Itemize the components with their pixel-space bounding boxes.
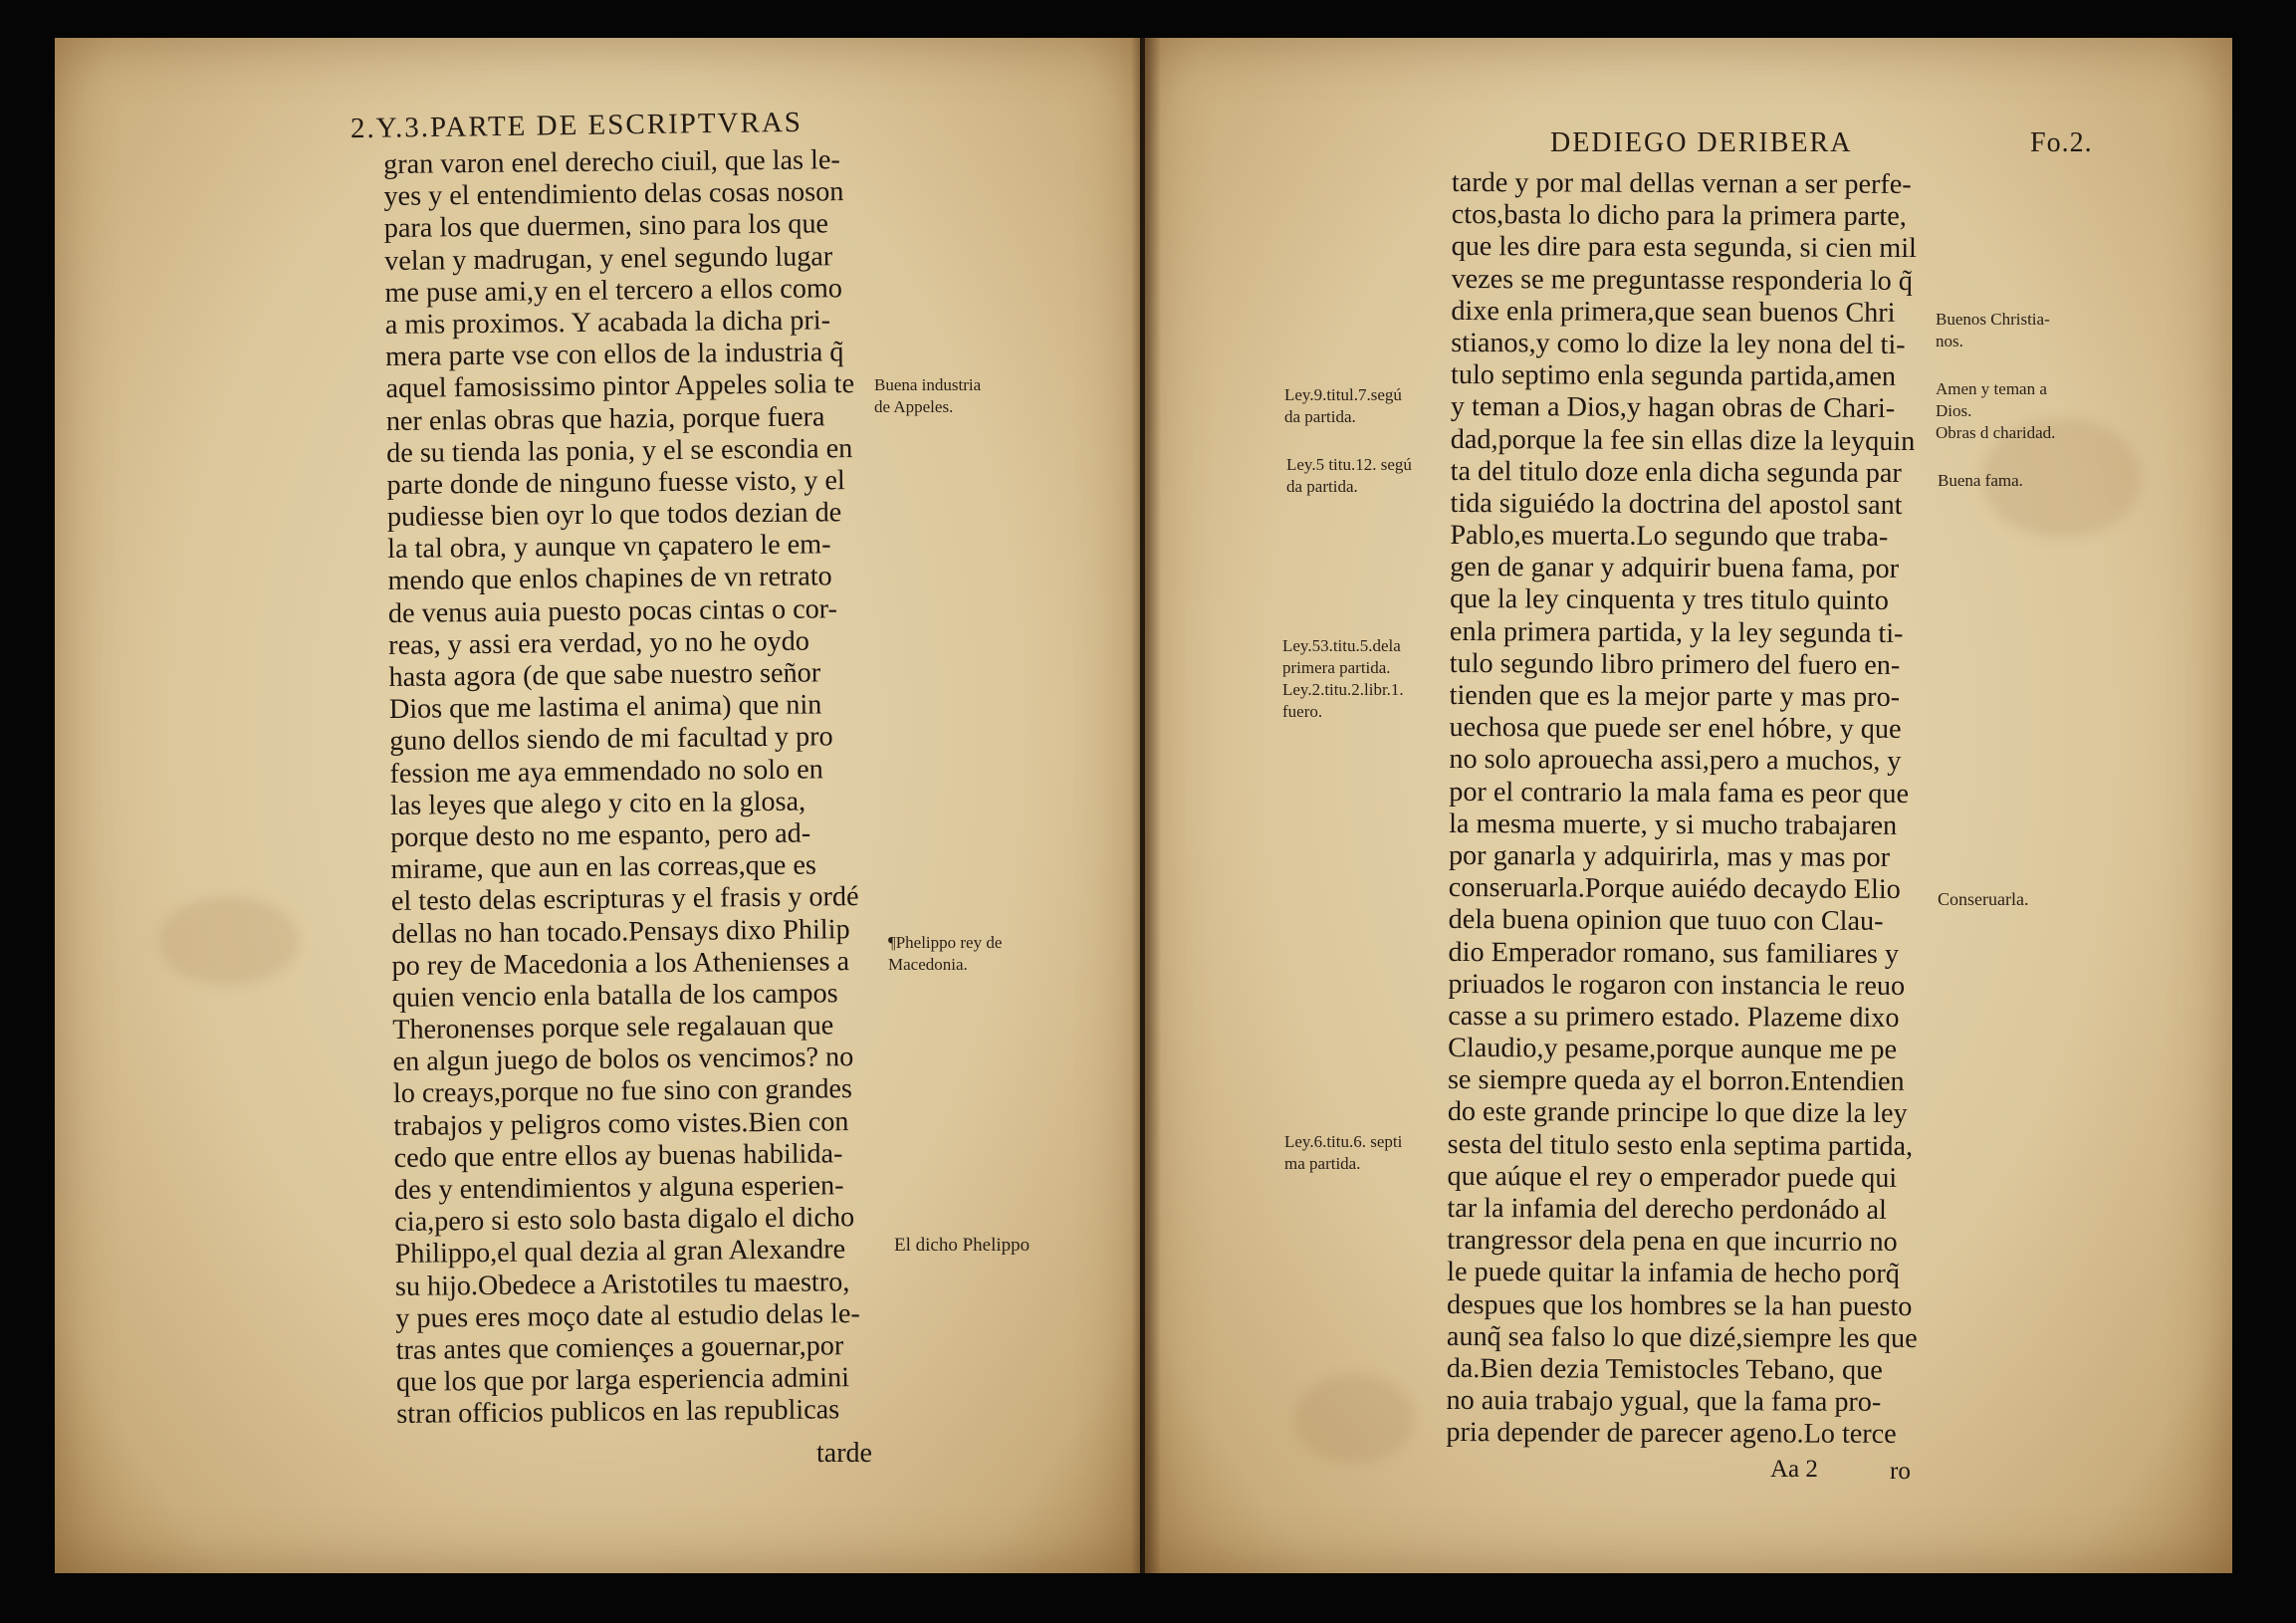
text-line: ta del titulo doze enla dicha segunda par xyxy=(1450,455,1902,489)
text-line: porque desto no me espanto, pero ad- xyxy=(390,817,811,853)
left-text-column xyxy=(383,144,865,1431)
text-line: no solo aprouecha assi,pero a muchos, y xyxy=(1449,744,1902,778)
text-line: dellas no han tocado.Pensays dixo Philip xyxy=(391,913,850,950)
text-line: pria depender de parecer ageno.Lo terce xyxy=(1446,1417,1897,1451)
text-line: aunq̃ sea falso lo que dizé,siempre les que xyxy=(1446,1320,1918,1354)
text-line: tienden que es la mejor parte y mas pro- xyxy=(1449,679,1901,713)
text-line: pudiesse bien oyr lo que todos dezian de xyxy=(386,497,842,534)
text-line: por el contrario la mala fama es peor que xyxy=(1449,776,1910,810)
text-line: po rey de Macedonia a los Athenienses a xyxy=(391,945,850,982)
text-line: dad,porque la fee sin ellas dize la leyquin xyxy=(1450,423,1916,457)
text-line: da partida. xyxy=(1284,407,1356,426)
text-line: y teman a Dios,y hagan obras de Chari- xyxy=(1450,391,1896,425)
text-line: Buena industria xyxy=(874,375,982,394)
text-line: Conseruarla. xyxy=(1938,889,2029,909)
text-line: en algun juego de bolos os vencimos? no xyxy=(392,1042,854,1078)
text-line: Dios que me lastima el anima) que nin xyxy=(388,689,822,726)
text-line: primera partida. xyxy=(1282,658,1391,677)
outer-marginal-note xyxy=(1938,470,2023,492)
text-line: stianos,y como lo dize la ley nona del ti- xyxy=(1451,327,1906,360)
legal-citation-note xyxy=(1286,454,1412,498)
text-line: da partida. xyxy=(1286,477,1358,496)
legal-citation-note xyxy=(1284,384,1402,428)
text-line: tulo septimo enla segunda partida,amen xyxy=(1451,359,1897,393)
text-line: vezes se me preguntasse responderia lo q̃ xyxy=(1451,263,1913,297)
text-line: lo creays,porque no fue sino con grandes xyxy=(392,1073,853,1110)
text-line: no auia trabajo ygual, que la fama pro- xyxy=(1446,1385,1882,1419)
text-line: por ganarla y adquirirla, mas y mas por xyxy=(1448,839,1891,873)
text-line: tida siguiédo la doctrina del apostol sant xyxy=(1450,487,1903,521)
text-line: parte donde de ninguno fuesse visto, y el xyxy=(386,465,845,501)
text-line: Theronenses porque sele regalauan que xyxy=(392,1010,834,1046)
text-line: Obras d charidad. xyxy=(1936,423,2056,442)
text-line: mirame, que aun en las correas,que es xyxy=(390,849,817,886)
text-line: Ley.5 titu.12. segú xyxy=(1286,455,1412,474)
text-line: cedo que entre ellos ay buenas habilida- xyxy=(393,1138,843,1174)
text-line: fuero. xyxy=(1282,702,1323,721)
text-line: que la ley cinquenta y tres titulo quinto xyxy=(1450,583,1889,617)
right-running-head: DEDIEGO DERIBERA xyxy=(1550,127,1853,158)
text-line: el testo delas escripturas y el frasis y ordé xyxy=(390,881,859,918)
text-line: da.Bien dezia Temistocles Tebano, que xyxy=(1446,1352,1883,1386)
left-running-head: 2.Y.3.PARTE DE ESCRIPTVRAS xyxy=(349,106,804,145)
text-line: do este grande principe lo que dize la ley xyxy=(1447,1096,1908,1130)
paper-stain xyxy=(159,896,299,986)
text-line: Buena fama. xyxy=(1938,471,2023,490)
text-line: Pablo,es muerta.Lo segundo que traba- xyxy=(1450,520,1889,553)
text-line: nos. xyxy=(1936,332,1963,350)
text-line: se siempre queda ay el borron.Entendien xyxy=(1447,1064,1905,1098)
text-line: Macedonia. xyxy=(888,955,968,974)
text-line: ctos,basta lo dicho para la primera parte, xyxy=(1451,199,1907,233)
text-line: gen de ganar y adquirir buena fama, por xyxy=(1450,552,1900,585)
text-line: guno dellos siendo de mi facultad y pro xyxy=(389,721,833,758)
text-line: uechosa que puede ser enel hóbre, y que xyxy=(1449,712,1902,746)
text-line: me puse ami,y en el tercero a ellos como xyxy=(384,272,843,309)
book-gutter xyxy=(1131,38,1161,1573)
text-line: dixe enla primera,que sean buenos Chri xyxy=(1451,295,1896,329)
text-line: Amen y teman a xyxy=(1936,379,2047,398)
text-line: tar la infamia del derecho perdonádo al xyxy=(1447,1192,1887,1226)
paper-stain xyxy=(1294,1374,1414,1464)
legal-citation-note xyxy=(1282,635,1404,723)
text-line: de su tienda las ponia, y el se escondia en xyxy=(386,432,853,469)
text-line: quien vencio enla batalla de los campos xyxy=(391,978,838,1014)
text-line: Philippo,el qual dezia al gran Alexandre xyxy=(394,1234,846,1271)
legal-citation-note xyxy=(1284,1131,1402,1175)
text-line: despues que los hombres se la han puesto xyxy=(1446,1288,1913,1322)
text-line: ma partida. xyxy=(1284,1154,1361,1173)
text-line: su hijo.Obedece a Aristotiles tu maestro, xyxy=(394,1266,850,1302)
text-line: yes y el entendimiento delas cosas noson xyxy=(383,176,844,213)
signature-mark: Aa 2 xyxy=(1770,1456,1818,1483)
text-line: trabajos y peligros como vistes.Bien con xyxy=(393,1105,849,1142)
text-line: tarde y por mal dellas vernan a ser perfe- xyxy=(1451,167,1912,201)
text-line: aquel famosissimo pintor Appeles solia te xyxy=(385,368,855,405)
text-line: la tal obra, y aunque vn çapatero le em- xyxy=(387,529,831,566)
text-line: y pues eres moço date al estudio delas le- xyxy=(395,1297,860,1334)
text-line: Dios. xyxy=(1936,401,1972,420)
right-text-column xyxy=(1446,167,1922,1452)
text-line: ner enlas obras que hazia, porque fuera xyxy=(385,400,825,437)
text-line: que les dire para esta segunda, si cien mil xyxy=(1451,231,1918,265)
text-line: de venus auia puesto pocas cintas o cor- xyxy=(387,592,838,629)
text-line: ¶Phelippo rey de xyxy=(888,933,1003,952)
text-line: reas, y assi era verdad, yo no he oydo xyxy=(388,625,810,661)
text-line: hasta agora (de que sabe nuestro señor xyxy=(388,657,821,693)
text-line: Ley.53.titu.5.dela xyxy=(1282,636,1401,655)
text-line: dela buena opinion que tuuo con Clau- xyxy=(1448,904,1884,938)
marginal-note xyxy=(874,374,981,418)
text-line: El dicho Phelippo xyxy=(894,1235,1031,1256)
text-line: trangressor dela pena en que incurrio no xyxy=(1447,1225,1898,1259)
text-line: Ley.6.titu.6. septi xyxy=(1284,1132,1403,1151)
text-line: gran varon enel derecho ciuil, que las le- xyxy=(383,144,840,180)
text-line: casse a su primero estado. Plazeme dixo xyxy=(1448,1000,1900,1034)
text-line: Buenos Christia- xyxy=(1936,310,2050,329)
text-line: des y entendimientos y alguna esperien- xyxy=(393,1170,844,1206)
text-line: a mis proximos. Y acabada la dicha pri- xyxy=(384,305,831,341)
text-line: sesta del titulo sesto enla septima partida, xyxy=(1447,1128,1914,1162)
text-line: fession me aya emmendado no solo en xyxy=(389,753,823,790)
outer-marginal-note xyxy=(1938,888,2028,910)
text-line: para los que duermen, sino para los que xyxy=(383,208,829,245)
text-line: cia,pero si esto solo basta digalo el dicho xyxy=(394,1202,855,1239)
text-line: conseruarla.Porque auiédo decaydo Elio xyxy=(1448,872,1901,906)
text-line: tras antes que comiençes a gouernar,por xyxy=(395,1330,844,1366)
text-line: mera parte vse con ellos de la industria q̃ xyxy=(385,337,844,373)
left-catchword: tarde xyxy=(816,1438,872,1469)
text-line: Ley.9.titul.7.segú xyxy=(1284,385,1402,404)
text-line: de Appeles. xyxy=(874,397,954,416)
folio-number: Fo.2. xyxy=(2030,127,2093,158)
marginal-note xyxy=(894,1235,1030,1257)
text-line: las leyes que alego y cito en la glosa, xyxy=(389,786,806,821)
text-line: que los que por larga esperiencia admini xyxy=(395,1362,850,1399)
text-line: Ley.2.titu.2.libr.1. xyxy=(1282,680,1404,699)
text-line: que aúque el rey o emperador puede qui xyxy=(1447,1160,1898,1194)
text-line: la mesma muerte, y si mucho trabajaren xyxy=(1449,808,1898,841)
outer-marginal-note xyxy=(1936,309,2050,352)
text-line: tulo segundo libro primero del fuero en- xyxy=(1449,647,1901,681)
text-line: mendo que enlos chapines de vn retrato xyxy=(387,561,832,597)
text-line: stran officios publicos en las republicas xyxy=(396,1394,840,1431)
text-line: Claudio,y pesame,porque aunque me pe xyxy=(1448,1033,1898,1066)
text-line: priuados le rogaron con instancia le reuo xyxy=(1448,968,1906,1002)
marginal-note xyxy=(888,932,1002,976)
text-line: le puede quitar la infamia de hecho porq̃ xyxy=(1447,1257,1900,1290)
text-line: enla primera partida, y la ley segunda ti- xyxy=(1449,615,1904,649)
outer-marginal-note xyxy=(1936,378,2055,444)
text-line: velan y madrugan, y enel segundo lugar xyxy=(384,240,833,277)
right-catchword: ro xyxy=(1890,1458,1911,1485)
text-line: dio Emperador romano, sus familiares y xyxy=(1448,936,1900,970)
